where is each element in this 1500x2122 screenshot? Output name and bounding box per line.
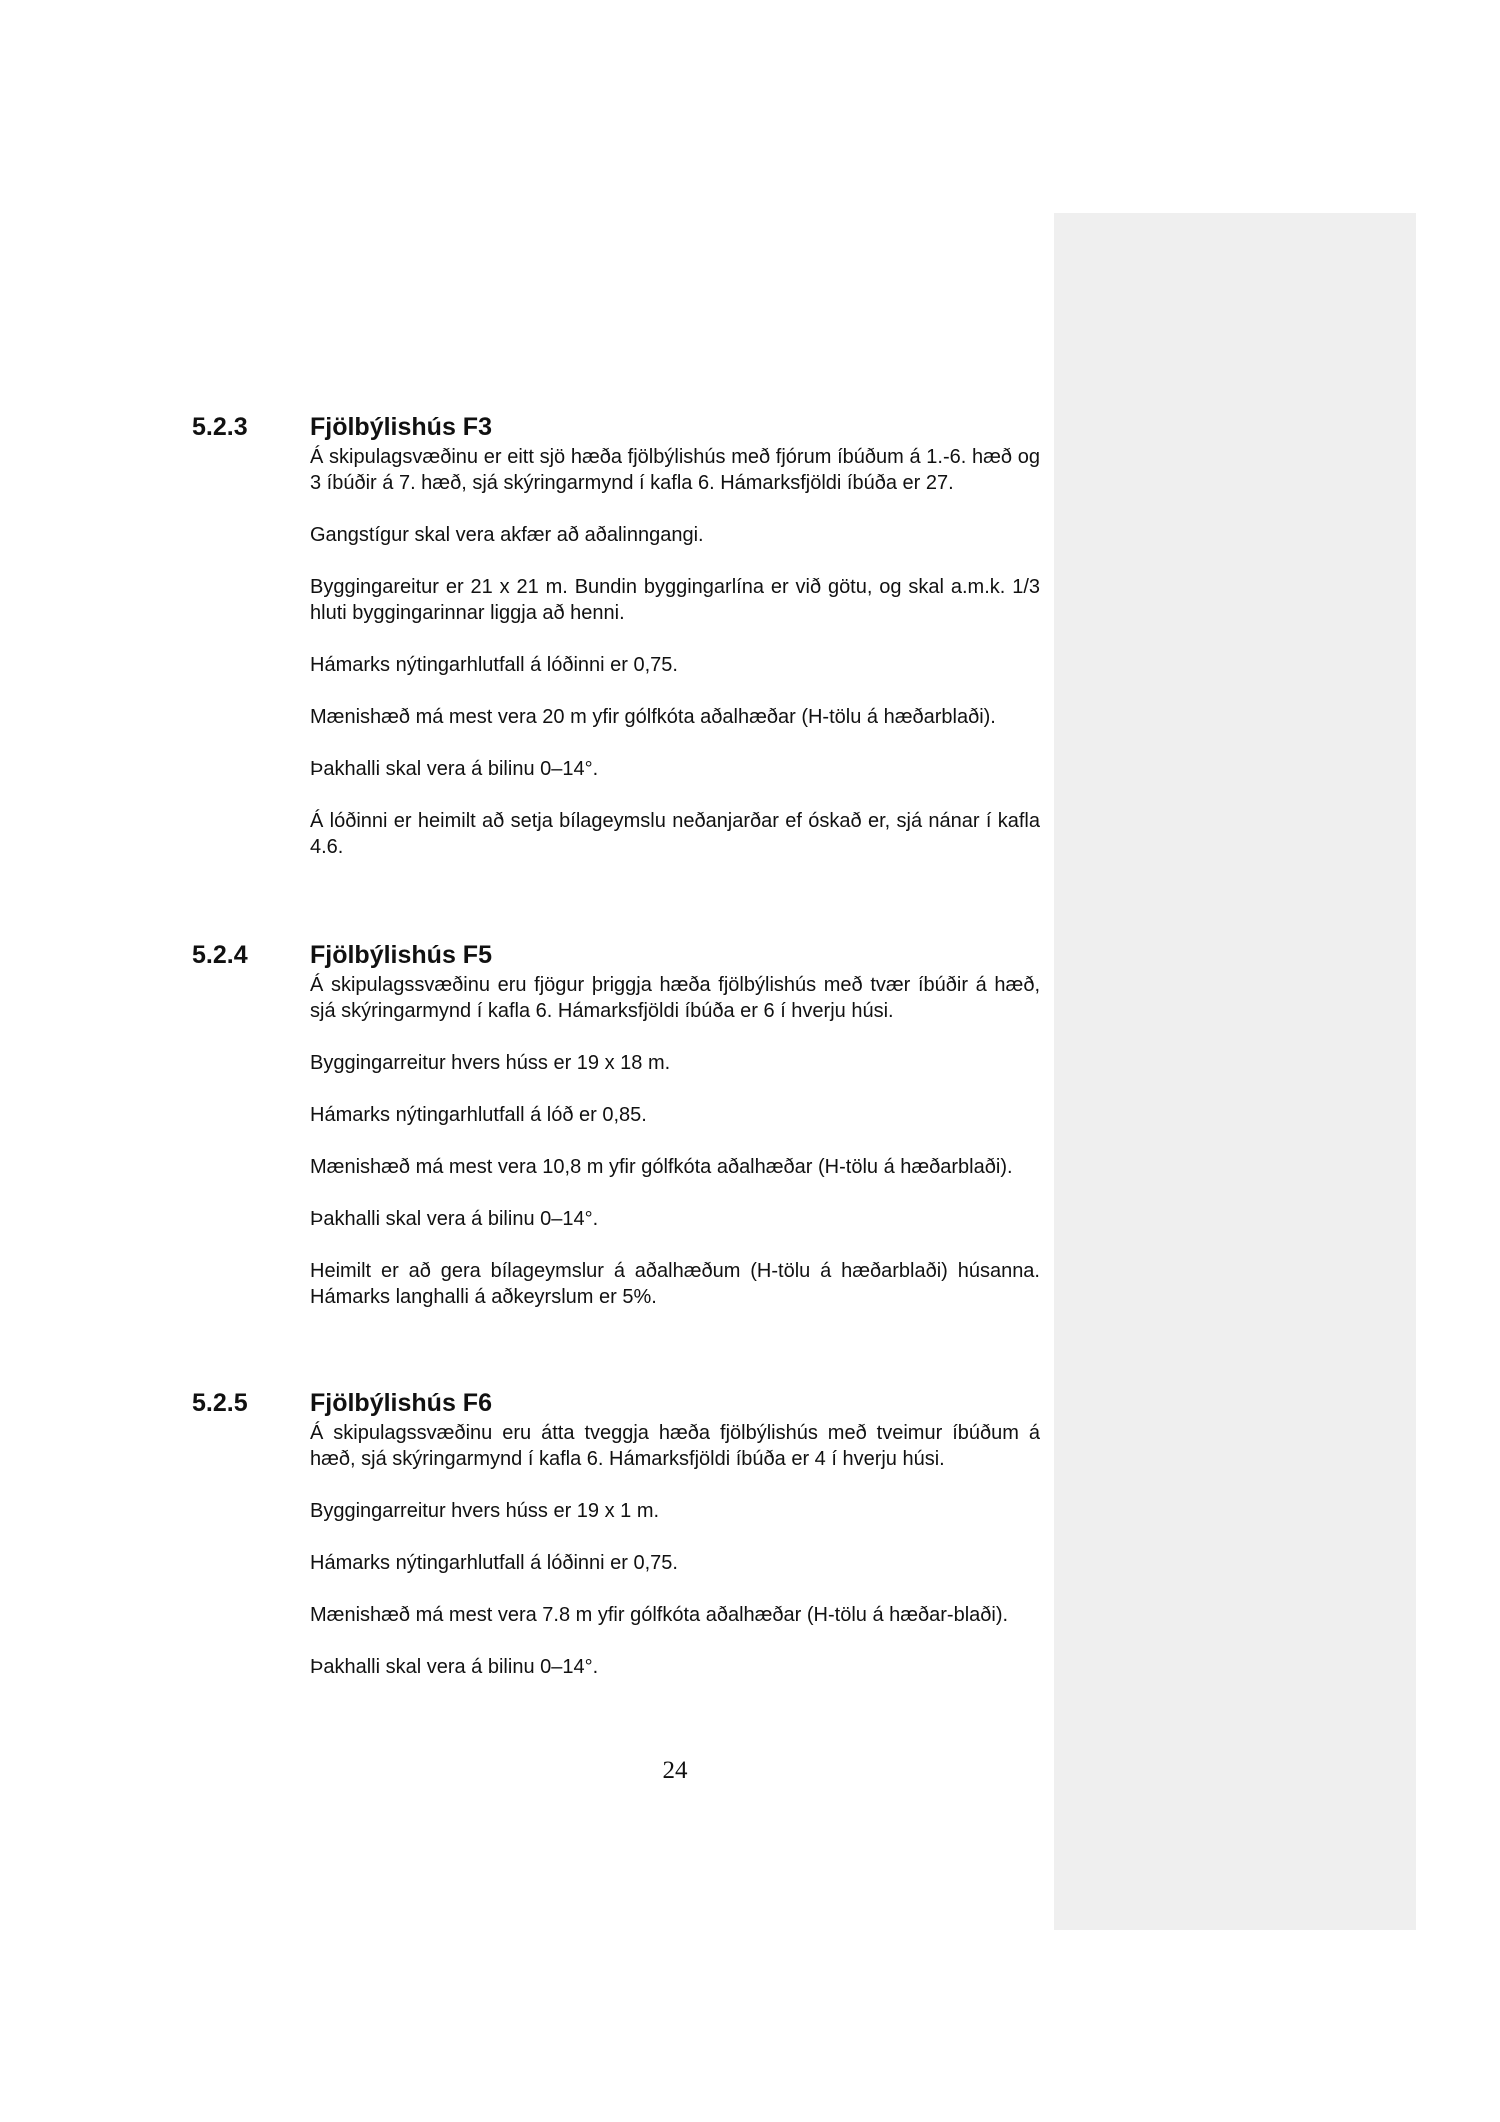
paragraph: Þakhalli skal vera á bilinu 0–14°. [310,758,599,780]
paragraph: Á lóðinni er heimilt að setja bílageymslu neðanjarðar ef óskað er, sjá nánar í kafla 4.6. [310,810,1040,858]
section-number: 5.2.3 [192,413,248,441]
paragraph: Mænishæð má mest vera 7.8 m yfir gólfkóta aðalhæðar (H-tölu á hæðar-blaði). [310,1604,1009,1626]
paragraph: Byggingareitur er 21 x 21 m. Bundin byggingarlína er við götu, og skal a.m.k. 1/3 hluti byggingarinnar liggja að henni. [310,576,1040,624]
comment-margin-panel [1054,213,1416,1930]
paragraph: Gangstígur skal vera akfær að aðalinngangi. [310,524,704,546]
paragraph: Á skipulagsvæðinu er eitt sjö hæða fjölbýlishús með fjórum íbúðum á 1.-6. hæð og 3 íbúðir á 7. hæð, sjá skýringarmynd í kafla 6. Hámarksfjöldi íbúða er 27. [310,446,1040,494]
paragraph: Á skipulagssvæðinu eru átta tveggja hæða fjölbýlishús með tveimur íbúðum á hæð, sjá skýringarmynd í kafla 6. Hámarksfjöldi íbúða er 4 í hverju húsi. [310,1422,1040,1470]
section-paragraphs [310,1420,1040,1706]
page-number: 24 [662,1757,688,1784]
section-title: Fjölbýlishús F5 [310,941,492,969]
paragraph: Hámarks nýtingarhlutfall á lóðinni er 0,75. [310,1552,678,1574]
paragraph: Á skipulagssvæðinu eru fjögur þriggja hæða fjölbýlishús með tvær íbúðir á hæð, sjá skýringarmynd í kafla 6. Hámarksfjöldi íbúða er 6 í hverju húsi. [310,974,1040,1022]
paragraph: Þakhalli skal vera á bilinu 0–14°. [310,1656,599,1678]
paragraph: Hámarks nýtingarhlutfall á lóð er 0,85. [310,1104,647,1126]
section-paragraphs [310,972,1040,1336]
paragraph: Hámarks nýtingarhlutfall á lóðinni er 0,75. [310,654,678,676]
paragraph: Þakhalli skal vera á bilinu 0–14°. [310,1208,599,1230]
section-paragraphs [310,444,1040,886]
paragraph: Heimilt er að gera bílageymslur á aðalhæðum (H-tölu á hæðarblaði) húsanna. Hámarks langhalli á aðkeyrslum er 5%. [310,1260,1040,1308]
section-number: 5.2.5 [192,1389,248,1417]
paragraph: Mænishæð má mest vera 20 m yfir gólfkóta aðalhæðar (H-tölu á hæðarblaði). [310,706,996,728]
section-title: Fjölbýlishús F3 [310,413,492,441]
paragraph: Mænishæð má mest vera 10,8 m yfir gólfkóta aðalhæðar (H-tölu á hæðarblaði). [310,1156,1013,1178]
section-number: 5.2.4 [192,941,248,969]
paragraph: Byggingarreitur hvers húss er 19 x 1 m. [310,1500,660,1522]
paragraph: Byggingarreitur hvers húss er 19 x 18 m. [310,1052,671,1074]
section-title: Fjölbýlishús F6 [310,1389,492,1417]
